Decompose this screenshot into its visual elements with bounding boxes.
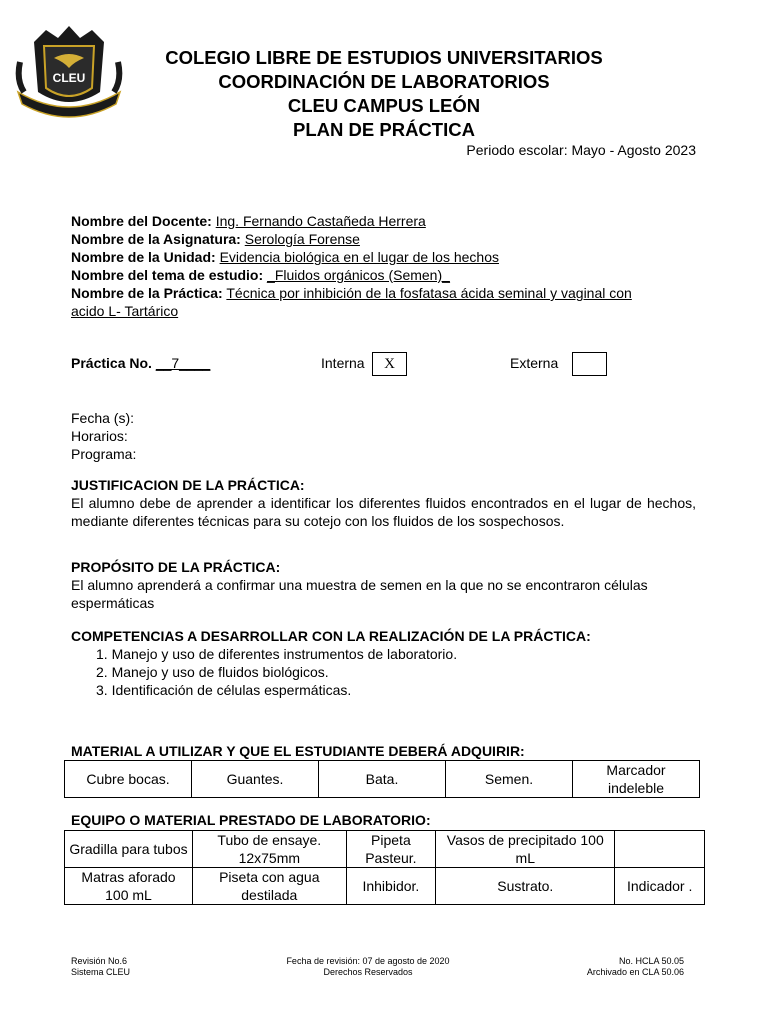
table-cell: Inhibidor. [346, 868, 436, 905]
horarios-label: Horarios: [71, 428, 128, 444]
table-cell: Semen. [446, 761, 573, 798]
table-cell: Indicador . [615, 868, 705, 905]
table-cell: Cubre bocas. [65, 761, 192, 798]
list-item: 2. Manejo y uso de fluidos biológicos. [96, 664, 329, 680]
equipo-title: EQUIPO O MATERIAL PRESTADO DE LABORATORIO: [71, 812, 431, 828]
footer-archivado: Archivado en CLA 50.06 [586, 967, 684, 977]
material-table [64, 760, 700, 798]
table-cell: Pipeta Pasteur. [346, 831, 436, 868]
proposito-title: PROPÓSITO DE LA PRÁCTICA: [71, 559, 281, 575]
footer-revision: Revisión No.6 [71, 956, 128, 966]
interna-label: Interna [321, 355, 365, 371]
practica-no [71, 355, 210, 371]
footer-sistema: Sistema CLEU [71, 967, 131, 977]
svg-text:CLEU: CLEU [52, 71, 86, 85]
asignatura-label: Nombre de la Asignatura: [71, 231, 241, 247]
table-cell: Bata. [319, 761, 446, 798]
table-cell [615, 831, 705, 868]
unidad-value: Evidencia biológica en el lugar de los hechos [219, 249, 499, 265]
table-cell: Guantes. [192, 761, 319, 798]
schedule [71, 409, 136, 463]
unidad-label: Nombre de la Unidad: [71, 249, 216, 265]
practica-name-label: Nombre de la Práctica: [71, 285, 223, 301]
table-cell: Marcador indeleble [573, 761, 700, 798]
table-cell: Matras aforado 100 mL [65, 868, 193, 905]
proposito-text: El alumno aprenderá a confirmar una muestra de semen en la que no se encontraron células espermáticas [71, 577, 648, 611]
table-row [65, 868, 705, 905]
table-row [65, 831, 705, 868]
fecha-label: Fecha (s): [71, 410, 135, 426]
table-cell: Sustrato. [436, 868, 615, 905]
externa-label: Externa [510, 355, 559, 371]
asignatura-value: Serología Forense [244, 231, 360, 247]
justificacion-title: JUSTIFICACION DE LA PRÁCTICA: [71, 477, 305, 493]
tema-label: Nombre del tema de estudio: [71, 267, 264, 283]
competencias-title: COMPETENCIAS A DESARROLLAR CON LA REALIZACIÓN DE LA PRÁCTICA: [71, 628, 591, 644]
footer-center [268, 956, 468, 978]
table-cell: Tubo de ensaye. 12x75mm [193, 831, 347, 868]
tema-value: _Fluidos orgánicos (Semen)_ [267, 267, 450, 283]
practica-no-label: Práctica No. [71, 355, 156, 371]
practica-name-value: Técnica por inhibición de la fosfatasa ácida seminal y vaginal con [226, 285, 632, 301]
practice-fields [71, 212, 701, 320]
practica-name-value-cont: acido L- Tartárico [71, 303, 179, 319]
header-line-2: COORDINACIÓN DE LABORATORIOS [218, 71, 550, 92]
list-item: 3. Identificación de células espermáticas. [96, 682, 352, 698]
footer-fecha-revision: Fecha de revisión: 07 de agosto de 2020 [286, 956, 450, 966]
justificacion-text: El alumno debe de aprender a identificar los diferentes fluidos encontrados en el lugar de hechos, mediante diferentes técnicas para su cotejo con los fluidos de los sospechosos. [71, 495, 696, 529]
competencias-list [96, 645, 457, 699]
table-cell: Vasos de precipitado 100 mL [436, 831, 615, 868]
header-line-4: PLAN DE PRÁCTICA [293, 119, 475, 140]
periodo-escolar: Periodo escolar: Mayo - Agosto 2023 [466, 142, 696, 158]
cleu-logo [14, 22, 124, 120]
table-cell: Gradilla para tubos [65, 831, 193, 868]
programa-label: Programa: [71, 446, 137, 462]
interna-checkbox[interactable]: X [372, 352, 407, 376]
footer-right [587, 956, 684, 978]
list-item: 1. Manejo y uso de diferentes instrumentos de laboratorio. [96, 646, 458, 662]
footer-hcla: No. HCLA 50.05 [618, 956, 684, 966]
docente-value: Ing. Fernando Castañeda Herrera [215, 213, 426, 229]
header-line-3: CLEU CAMPUS LEÓN [287, 95, 481, 116]
table-cell: Piseta con agua destilada [193, 868, 347, 905]
footer-left [71, 956, 130, 978]
equipo-table [64, 830, 705, 905]
material-title: MATERIAL A UTILIZAR Y QUE EL ESTUDIANTE DEBERÁ ADQUIRIR: [71, 743, 525, 759]
table-row [65, 761, 700, 798]
externa-checkbox[interactable] [572, 352, 607, 376]
header-line-1: COLEGIO LIBRE DE ESTUDIOS UNIVERSITARIOS [165, 47, 603, 68]
practica-no-value: __7____ [155, 355, 211, 371]
docente-label: Nombre del Docente: [71, 213, 212, 229]
footer-derechos: Derechos Reservados [323, 967, 413, 977]
